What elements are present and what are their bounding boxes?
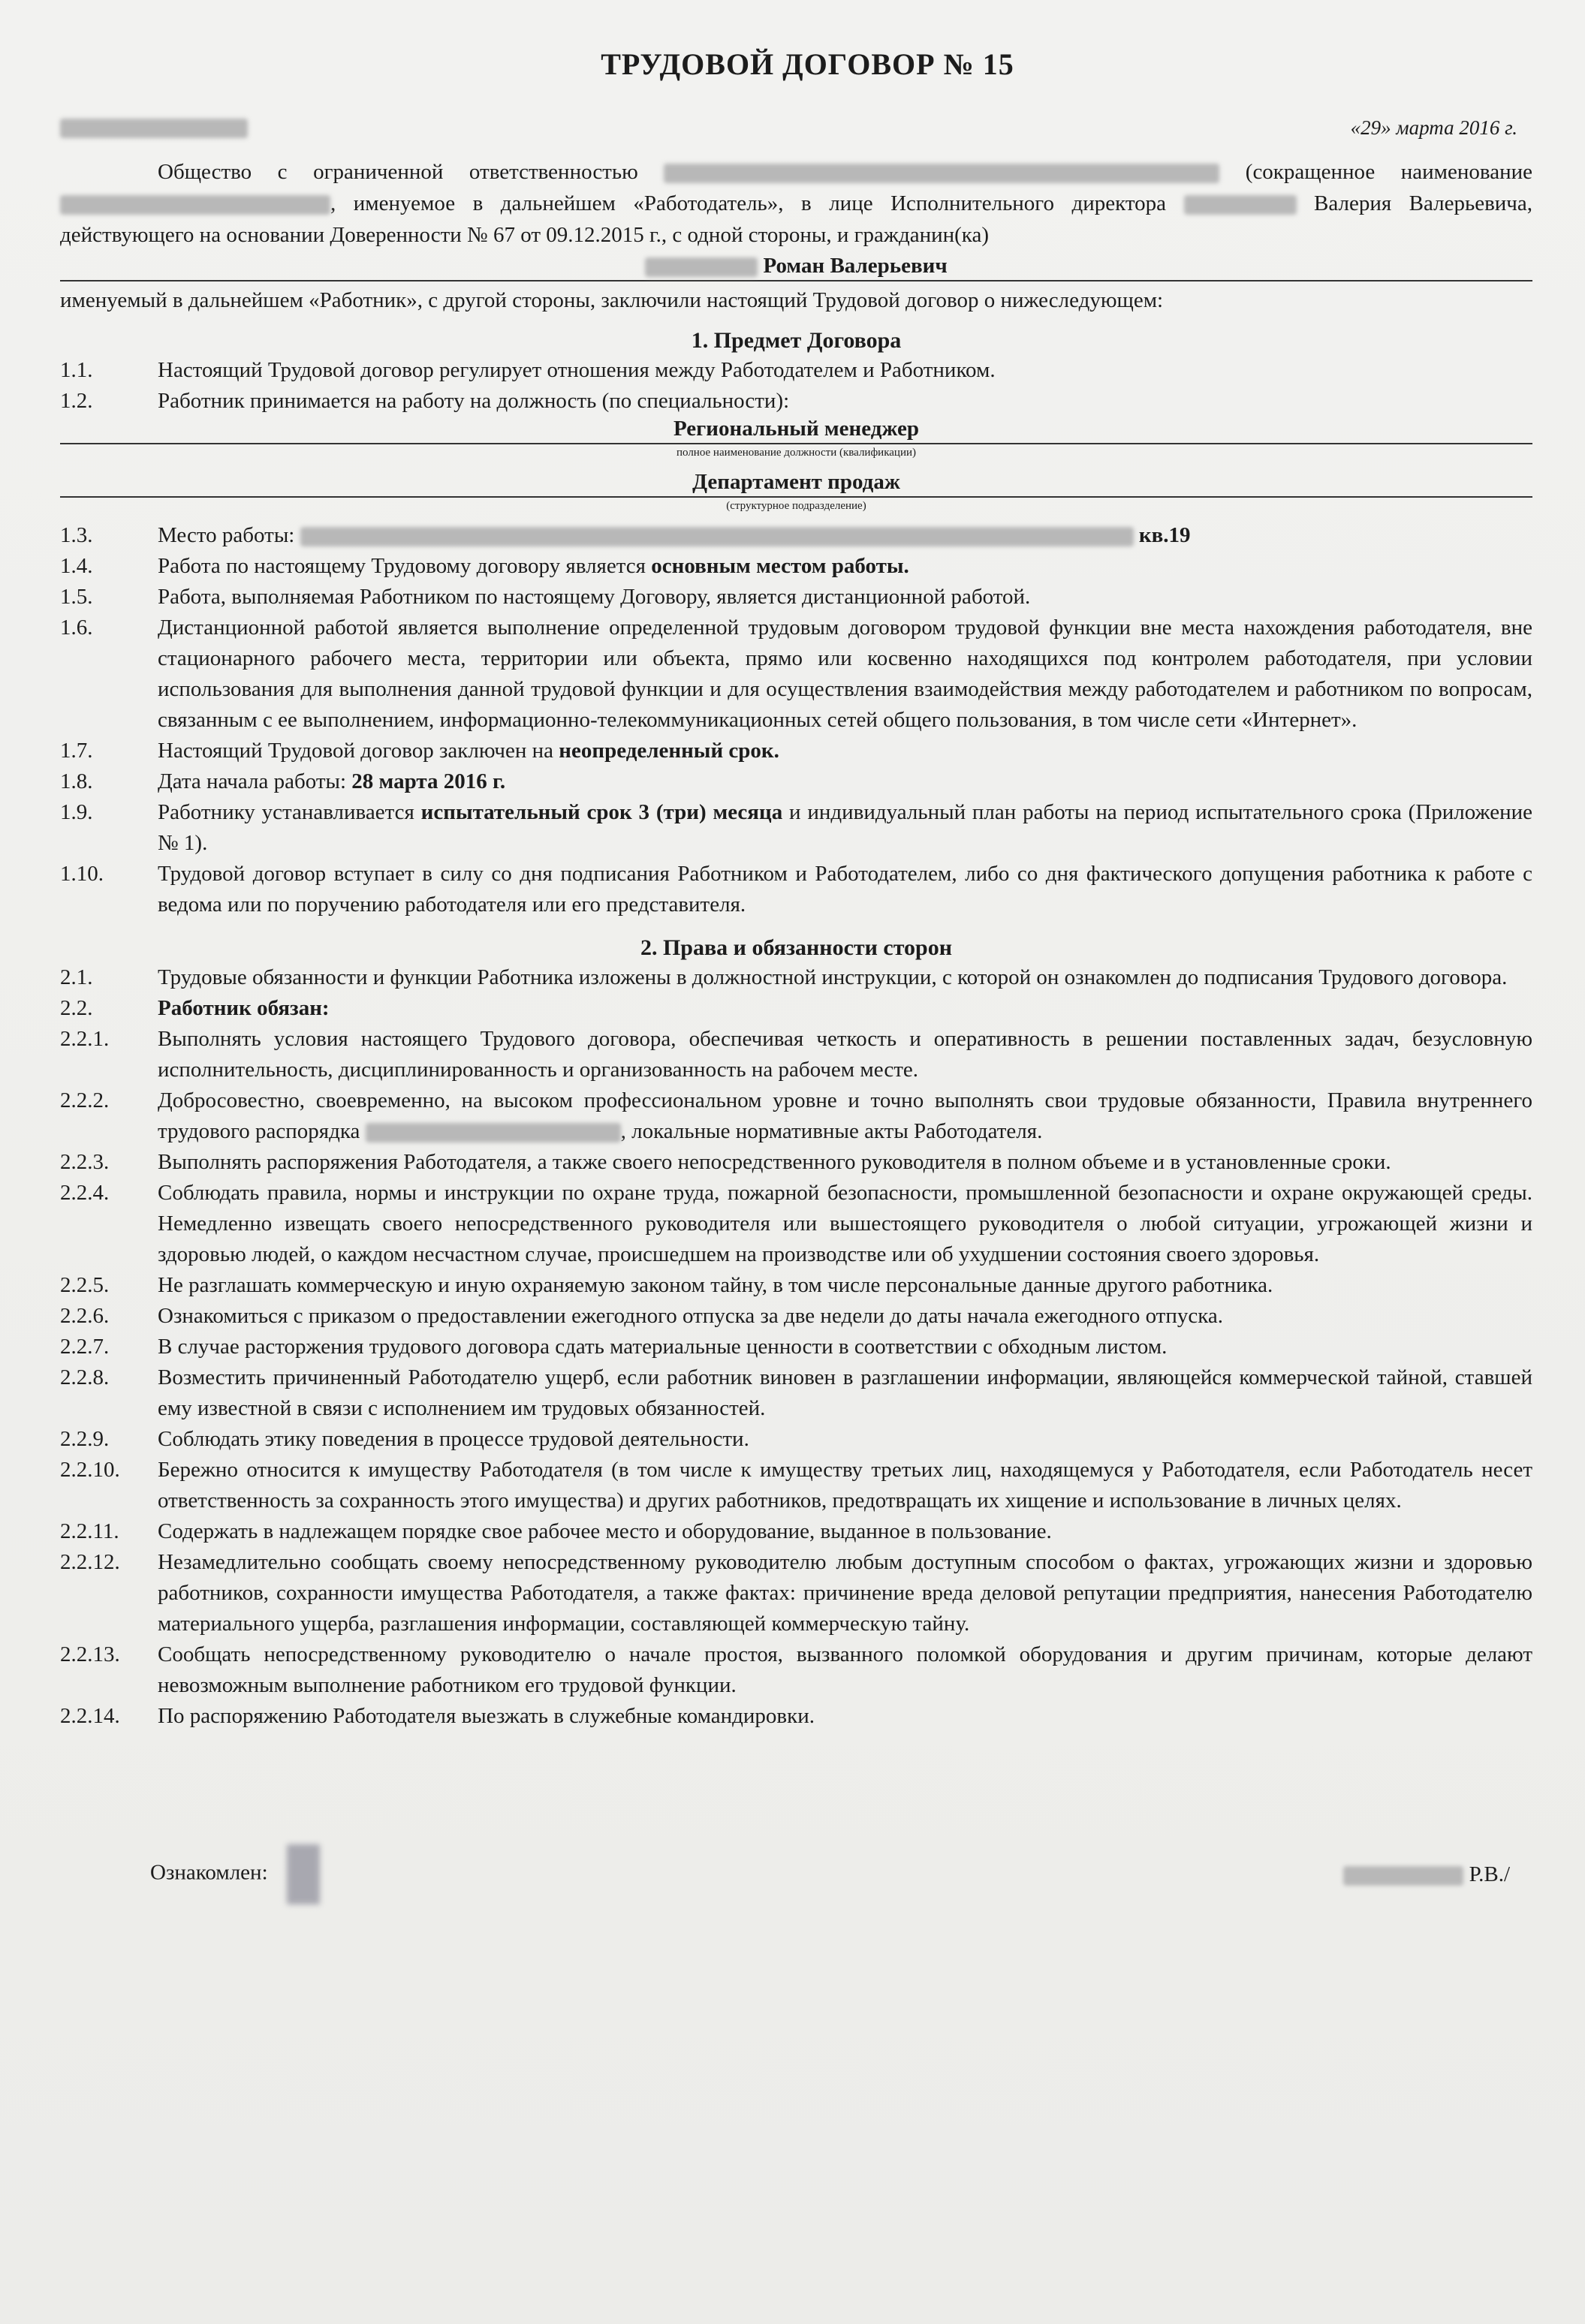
item-number: 2.2.5. [60,1273,110,1297]
item-number: 2.2.10. [60,1458,120,1482]
item-2-2-13 [60,1639,1532,1701]
document-title: ТРУДОВОЙ ДОГОВОР № 15 [601,47,1014,81]
item-text: Выполнять распоряжения Работодателя, а также своего непосредственного руководителя в полном объеме и в установленные сроки. [158,1150,1391,1174]
item-2-2-11 [60,1516,1532,1547]
item-text: Трудовой договор вступает в силу со дня подписания Работником и Работодателем, либо со дня фактического допущения работника к работе с ведома или по поручению работодателя или его представителя. [158,862,1532,917]
item-number: 2.2.4. [60,1181,110,1205]
item-number: 1.4. [60,554,93,578]
intro-b: (сокращенное наименование [1245,160,1532,184]
item-number: 2.2.8. [60,1365,110,1389]
item-number: 2.2.1. [60,1027,110,1051]
item-text: Работник принимается на работу на должность (по специальности): [158,389,790,413]
header-row [60,116,1532,140]
item-number: 2.2.14. [60,1704,120,1728]
item-text: Содержать в надлежащем порядке свое рабочее место и оборудование, выданное в пользование. [158,1519,1052,1543]
item-2-1 [60,962,1532,993]
item-1-1 [60,355,1532,386]
redacted-signer-surname [1343,1866,1463,1886]
item-text: Бережно относится к имуществу Работодателя (в том числе к имуществу третьих лиц, находящемуся у Работодателя, если Работодатель несет ответственность за сохранность этого имущества) и других работников, предотвращать их хищение и использование в личных целях. [158,1458,1532,1513]
item-1-8 [60,766,1532,797]
item-number: 2.2.13. [60,1642,120,1666]
employee-name-line [60,254,1532,281]
item-1-9 [60,797,1532,859]
item-number: 1.2. [60,389,93,413]
item-bold: 28 марта 2016 г. [351,769,506,793]
item-1-2 [60,386,1532,417]
item-2-2-7 [60,1332,1532,1362]
item-text: Работник обязан: [158,996,330,1020]
signature-footer [60,1844,1532,1904]
item-2-2-2 [60,1085,1532,1147]
apartment-number: кв.19 [1138,523,1191,547]
item-text: Добросовестно, своевременно, на высоком профессиональном уровне и точно выполнять свои трудовые обязанности, Правила внутреннего трудового распорядка [158,1088,1532,1143]
item-text: Место работы: [158,523,295,547]
item-text: Соблюдать этику поведения в процессе трудовой деятельности. [158,1427,749,1451]
item-2-2-4 [60,1178,1532,1270]
item-1-4 [60,551,1532,582]
item-1-5 [60,582,1532,613]
intro-a: Общество с ограниченной ответственностью [158,160,638,184]
redacted-company-short [366,1123,621,1142]
item-number: 2.2.2. [60,1088,110,1112]
signer-initials: Р.В./ [1469,1862,1510,1886]
item-text: Незамедлительно сообщать своему непосредственному руководителю любым доступным способом о фактах, угрожающих жизни и здоровью работников, сохранности имущества Работодателя, а также фактах: причинение вреда деловой репутации предприятия, нанесения Работодателю материального ущерба, разглашения информации, составляющей коммерческую тайну. [158,1550,1532,1636]
item-2-2-5 [60,1270,1532,1301]
item-number: 2.2.6. [60,1304,110,1328]
contract-date: «29» марта 2016 г. [1350,116,1517,139]
redacted-short-name [60,195,330,215]
item-number: 2.2. [60,996,93,1020]
item-text: Настоящий Трудовой договор заключен на [158,739,559,763]
intro-c: , именуемое в дальнейшем «Работодатель», в лице Исполнительного директора [330,191,1166,215]
item-text: Дата начала работы: [158,769,352,793]
redacted-address [300,527,1134,546]
section-1-title: 1. Предмет Договора [691,328,902,353]
item-text: В случае расторжения трудового договора сдать материальные ценности в соответствии с обходным листом. [158,1335,1168,1359]
redacted-signature [287,1844,320,1904]
item-2-2-8 [60,1362,1532,1424]
item-number: 1.3. [60,523,93,547]
item-text: Работнику устанавливается [158,800,421,824]
item-bold: испытательный срок 3 (три) месяца [420,800,783,824]
position-caption: полное наименование должности (квалификации) [676,447,916,459]
item-number: 2.1. [60,965,93,989]
department-value: Департамент продаж [60,470,1532,498]
item-number: 1.9. [60,800,93,824]
item-2-2-1 [60,1024,1532,1085]
position-value: Региональный менеджер [60,417,1532,444]
item-2-2-6 [60,1301,1532,1332]
item-text: Выполнять условия настоящего Трудового договора, обеспечивая четкость и оперативность в решении поставленных задач, безусловную исполнительность, дисциплинированность и организованность на рабочем месте. [158,1027,1532,1082]
item-number: 2.2.11. [60,1519,119,1543]
item-2-2-9 [60,1424,1532,1455]
item-text: Работа, выполняемая Работником по настоящему Договору, является дистанционной работой. [158,585,1031,609]
item-text: Настоящий Трудовой договор регулирует отношения между Работодателем и Работником. [158,358,996,382]
item-text: Дистанционной работой является выполнение определенной трудовым договором трудовой функции вне места нахождения работодателя, вне стационарного рабочего места, территории или объекта, прямо или косвенно находящихся под контролем работодателя, при условии использования для выполнения данной трудовой функции и для осуществления взаимодействия между работодателем и работником по вопросам, связанным с ее выполнением, информационно-телекоммуникационных сетей общего пользования, в том числе сети «Интернет». [158,616,1532,732]
item-text: Не разглашать коммерческую и иную охраняемую законом тайну, в том числе персональные данные другого работника. [158,1273,1273,1297]
department-caption: (структурное подразделение) [726,500,866,512]
item-text: Сообщать непосредственному руководителю о начале простоя, вызванного поломкой оборудования и другим причинам, которые делают невозможным выполнение работником его трудовой функции. [158,1642,1532,1697]
intro-paragraph [60,156,1532,251]
redacted-director-surname [1184,195,1297,215]
item-2-2-14 [60,1701,1532,1732]
section-2-title: 2. Права и обязанности сторон [640,935,953,960]
item-number: 1.1. [60,358,93,382]
item-number: 2.2.3. [60,1150,110,1174]
item-2-2-3 [60,1147,1532,1178]
item-number: 1.7. [60,739,93,763]
item-number: 1.5. [60,585,93,609]
item-1-10 [60,859,1532,920]
item-number: 2.2.9. [60,1427,110,1451]
item-2-2-12 [60,1547,1532,1639]
item-text: Работа по настоящему Трудовому договору является [158,554,652,578]
item-text: Ознакомиться с приказом о предоставлении ежегодного отпуска за две недели до даты начала ежегодного отпуска. [158,1304,1224,1328]
item-number: 1.6. [60,616,93,640]
item-text: По распоряжению Работодателя выезжать в служебные командировки. [158,1704,815,1728]
item-2-2 [60,993,1532,1024]
item-bold: неопределенный срок. [559,739,779,763]
item-number: 2.2.7. [60,1335,110,1359]
item-1-7 [60,736,1532,766]
redacted-employee-surname [645,257,758,277]
item-bold: основным местом работы. [651,554,909,578]
item-text: Соблюдать правила, нормы и инструкции по охране труда, пожарной безопасности, промышленной безопасности и охране окружающей среды. Немедленно извещать своего непосредственного руководителя или вышестоящего руководителя о любой ситуации, угрожающей жизни и здоровью людей, о каждом несчастном случае, происшедшем на производстве или об ухудшении состояния своего здоровья. [158,1181,1532,1266]
acknowledged-label: Ознакомлен: [150,1860,268,1885]
item-text: Возместить причиненный Работодателю ущерб, если работник виновен в разглашении информации, являющейся коммерческой тайной, ставшей ему известной в связи с исполнением им трудовых обязанностей. [158,1365,1532,1420]
item-number: 1.10. [60,862,104,886]
item-text: Трудовые обязанности и функции Работника изложены в должностной инструкции, с которой он ознакомлен до подписания Трудового договора. [158,965,1508,989]
item-number: 2.2.12. [60,1550,120,1574]
item-tail: и индивидуальный план работы на период испытательного срока (Приложение № 1). [158,800,1532,855]
item-1-6 [60,613,1532,736]
employee-name: Роман Валерьевич [763,254,948,278]
item-2-2-10 [60,1455,1532,1516]
redacted-company-name [664,164,1219,183]
intro-d: Валерия Валерьевича, действующего на основании Доверенности № 67 от 09.12.2015 г., с одной стороны, и гражданин(ка) [60,191,1532,247]
redacted-city [60,119,248,138]
item-1-3 [60,520,1532,551]
employee-clause: именуемый в дальнейшем «Работник», с другой стороны, заключили настоящий Трудовой договор о нижеследующем: [60,288,1164,312]
item-number: 1.8. [60,769,93,793]
item-tail: , локальные нормативные акты Работодателя. [620,1119,1043,1143]
